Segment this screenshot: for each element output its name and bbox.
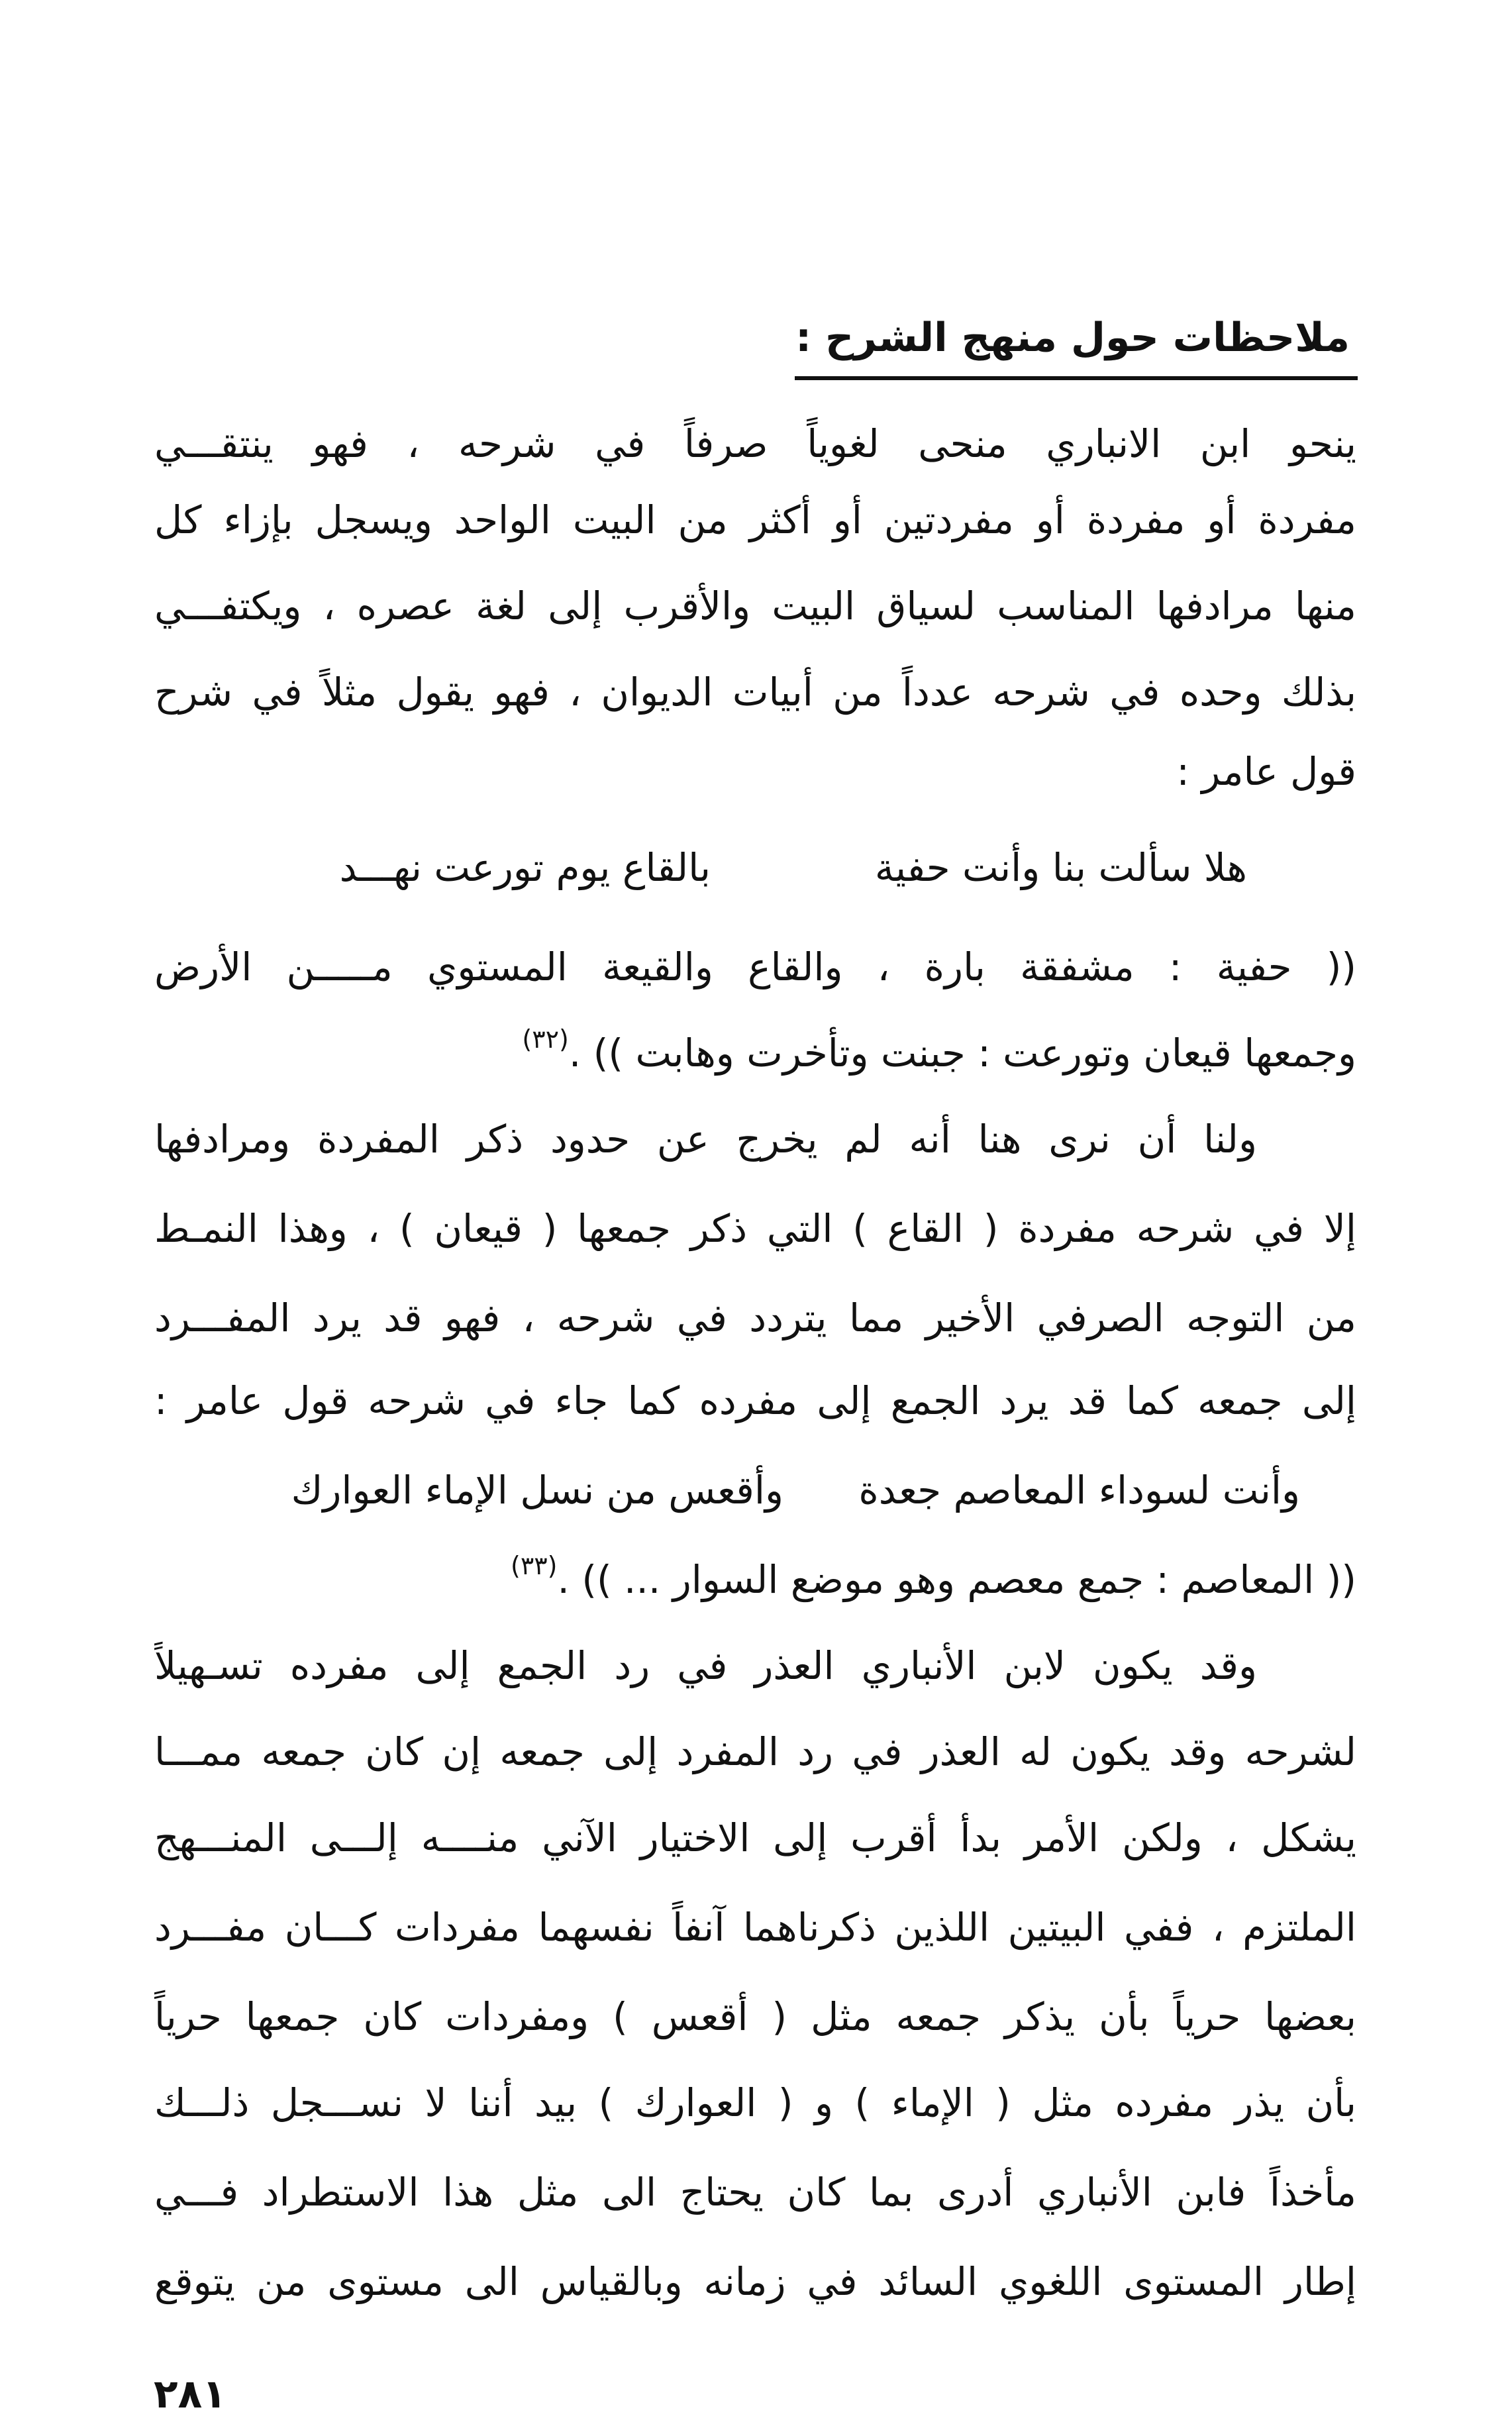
- quoted-line: (( حفية : مشفقة بارة ، والقاع والقيعة المستوي مـــــن الأرض: [154, 944, 1356, 989]
- text-line: بعضها حرياً بأن يذكر جمعه مثل ( أقعس ) ومفردات كان جمعها حرياً: [154, 1994, 1356, 2039]
- text-line: لشرحه وقد يكون له العذر في رد المفرد إلى جمعه إن كان جمعه ممـــا: [154, 1729, 1356, 1774]
- text-line: يشكل ، ولكن الأمر بدأ أقرب إلى الاختيار الآني منــــه إلـــى المنـــهج: [154, 1815, 1356, 1860]
- text-line: منها مرادفها المناسب لسياق البيت والأقرب إلى لغة عصره ، ويكتفـــي: [154, 583, 1356, 629]
- text-line: قول عامر :: [1176, 749, 1356, 794]
- text-line: بأن يذر مفرده مثل ( الإماء ) و ( العوارك ) بيد أننا لا نســـجل ذلـــك: [154, 2080, 1356, 2125]
- quoted-line: (( المعاصم : جمع معصم وهو موضع السوار ... )) .$^{(٣٣)}$: [511, 1551, 1356, 1602]
- verse-first-hemistich: وأنت لسوداء المعاصم جعدة: [858, 1468, 1300, 1513]
- text-line: الملتزم ، ففي البيتين اللذين ذكرناهما آنفاً نفسهما مفردات كـــان مفـــرد: [154, 1905, 1356, 1950]
- heading-underline: [795, 376, 1358, 380]
- text-line: مأخذاً فابن الأنباري أدرى بما كان يحتاج الى مثل هذا الاستطراد فـــي: [154, 2170, 1356, 2215]
- page-number: ٢٨١: [154, 2371, 227, 2417]
- text-line: إلا في شرحه مفردة ( القاع ) التي ذكر جمعها ( قيعان ) ، وهذا النمـط: [154, 1206, 1356, 1251]
- footnote-ref-33: (٣٣): [511, 1551, 558, 1580]
- text-line: وقد يكون لابن الأنباري العذر في رد الجمع إلى مفرده تسـهيلاً: [154, 1643, 1257, 1688]
- verse-first-hemistich: هلا سألت بنا وأنت حفية: [874, 845, 1247, 890]
- text-line: إلى جمعه كما قد يرد الجمع إلى مفرده كما جاء في شرحه قول عامر :: [154, 1378, 1356, 1423]
- text-line: ينحو ابن الانباري منحى لغوياً صرفاً في شرحه ، فهو ينتقـــي: [154, 421, 1356, 466]
- text-line: بذلك وحده في شرحه عدداً من أبيات الديوان ، فهو يقول مثلاً في شرح: [154, 670, 1356, 715]
- text-line: من التوجه الصرفي الأخير مما يتردد في شرحه ، فهو قد يرد المفـــرد: [154, 1295, 1356, 1341]
- verse-second-hemistich: بالقاع يوم تورعت نهـــد: [339, 845, 711, 890]
- section-heading: ملاحظات حول منهج الشرح :: [795, 315, 1350, 361]
- text-line: مفردة أو مفردة أو مفردتين أو أكثر من البيت الواحد ويسجل بإزاء كل: [154, 497, 1356, 542]
- text-line: ولنا أن نرى هنا أنه لم يخرج عن حدود ذكر المفردة ومرادفها: [154, 1117, 1257, 1162]
- verse-second-hemistich: وأقعس من نسل الإماء العوارك: [291, 1468, 783, 1513]
- footnote-ref-32: (٣٢): [522, 1025, 569, 1054]
- text-line: إطار المستوى اللغوي السائد في زمانه وبالقياس الى مستوى من يتوقع: [154, 2259, 1356, 2304]
- quoted-line: وجمعها قيعان وتورعت : جبنت وتأخرت وهابت )) .$^{(٣٢)}$: [522, 1025, 1356, 1076]
